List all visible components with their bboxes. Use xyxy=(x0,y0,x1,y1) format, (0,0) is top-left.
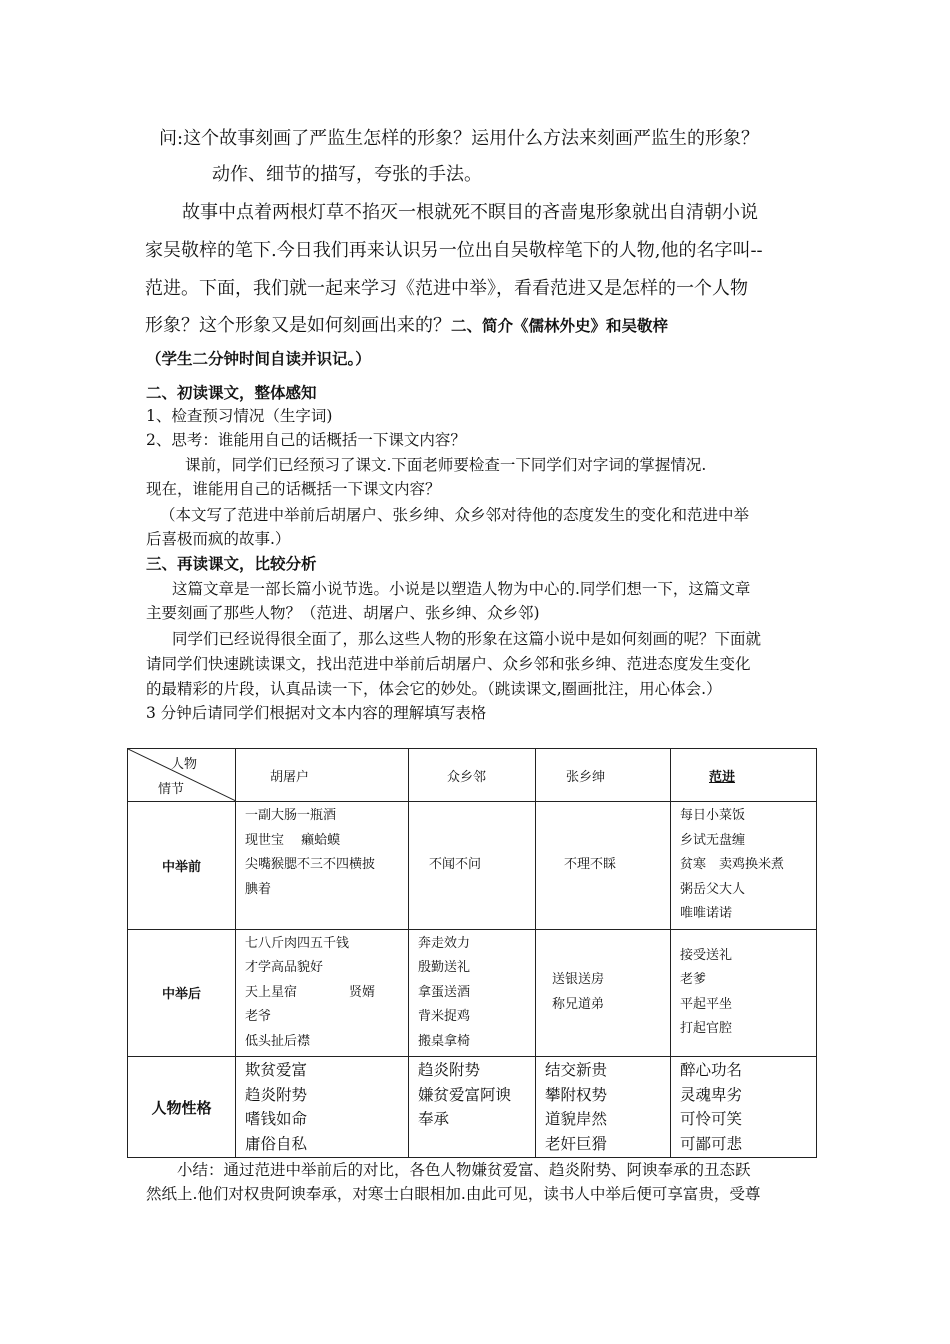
cell-line: 奉承 xyxy=(418,1110,450,1128)
cell-line: 攀附权势 xyxy=(545,1085,608,1104)
section-heading: 二、初读课文，整体感知 xyxy=(146,384,317,402)
cell-line: 欺贫爱富 xyxy=(245,1061,308,1079)
paragraph-line: 主要刻画了那些人物？（范进、胡屠户、张乡绅、众乡邻) xyxy=(146,604,540,622)
list-item: 1、检查预习情况（生字词) xyxy=(146,407,333,425)
cell-line: 拿蛋送酒 xyxy=(418,984,471,1000)
cell-line: 殷勤送礼 xyxy=(418,960,471,975)
cell-line: 老爷 xyxy=(245,1009,272,1024)
cell-line: 嫌贫爱富阿谀 xyxy=(418,1085,512,1104)
cell-line: 现世宝 癞蛤蟆 xyxy=(245,832,341,848)
cell-line: 送银送房 xyxy=(552,972,605,988)
cell-line: 唯唯诺诺 xyxy=(680,906,733,921)
table-cell xyxy=(236,1057,409,1158)
cell-line: 天上星宿 贤婿 xyxy=(245,984,376,1000)
table-cell xyxy=(536,1057,671,1158)
cell-line: 打起官腔 xyxy=(680,1021,733,1037)
table-header-row xyxy=(128,749,817,802)
column-header: 众乡邻 xyxy=(409,749,536,802)
section-heading: 二、简介《儒林外史》和吴敬梓 xyxy=(451,317,669,335)
cell-line: 尖嘴猴腮不三不四横披 xyxy=(245,857,376,872)
cell-line: 腆着 xyxy=(245,881,272,897)
cell-line: 趋炎附势 xyxy=(418,1061,481,1079)
cell-line: 一副大肠一瓶酒 xyxy=(245,808,337,823)
paragraph-text: 形象？这个形象又是如何刻画出来的？ xyxy=(145,315,451,336)
cell-line: 粥岳父大人 xyxy=(680,881,746,897)
table-cell xyxy=(671,929,817,1057)
paragraph-line: 请同学们快速跳读课文，找出范进中举前后胡屠户、众乡邻和张乡绅、范进态度发生变化 xyxy=(146,655,751,673)
cell-line: 搬桌拿椅 xyxy=(418,1033,471,1049)
cell-line: 每日小菜饭 xyxy=(680,808,746,823)
question-line: 问:这个故事刻画了严监生怎样的形象？运用什么方法来刻画严监生的形象？ xyxy=(159,128,760,149)
cell-line: 庸俗自私 xyxy=(245,1134,308,1153)
table-cell xyxy=(671,1057,817,1158)
table-cell xyxy=(236,802,409,930)
paragraph-line xyxy=(145,311,668,337)
table-cell xyxy=(671,802,817,930)
cell-line: 称兄道弟 xyxy=(552,996,605,1012)
cell-line: 乡试无盘缠 xyxy=(680,832,746,848)
table-cell xyxy=(409,802,536,930)
section-heading: 三、再读课文，比较分析 xyxy=(146,555,317,573)
summary-line: 小结：通过范进中举前后的对比，各色人物嫌贫爱富、趋炎附势、阿谀奉承的丑态跃 xyxy=(177,1161,751,1179)
column-header: 胡屠户 xyxy=(236,749,409,802)
paragraph-line: 故事中点着两根灯草不掐灭一根就死不瞑目的吝啬鬼形象就出自清朝小说 xyxy=(182,202,758,223)
table-cell xyxy=(536,929,671,1057)
cell-line: 平起平坐 xyxy=(680,996,733,1012)
cell-line: 低头扯后襟 xyxy=(245,1033,311,1049)
cell-line: 趋炎附势 xyxy=(245,1085,308,1104)
cell-line: 不理不睬 xyxy=(564,857,617,872)
cell-line: 道貌岸然 xyxy=(545,1110,608,1128)
table-cell xyxy=(536,802,671,930)
cell-line: 可怜可笑 xyxy=(680,1110,743,1128)
comparison-table xyxy=(127,748,817,1158)
cell-line: 灵魂卑劣 xyxy=(680,1085,743,1104)
list-item: 2、思考：谁能用自己的话概括一下课文内容？ xyxy=(146,431,466,449)
table-cell xyxy=(409,929,536,1057)
cell-line: 才学高品貌好 xyxy=(245,960,324,975)
paragraph-line: 范进。下面，我们就一起来学习《范进中举》，看看范进又是怎样的一个人物 xyxy=(145,278,748,299)
cell-line: 嗜钱如命 xyxy=(245,1110,308,1128)
answer-line: 动作、细节的描写，夸张的手法。 xyxy=(212,164,482,185)
corner-label-bottom: 情节 xyxy=(158,782,185,797)
summary-line: 然纸上.他们对权贵阿谀奉承，对寒士白眼相加.由此可见，读书人中举后便可享富贵，受尊 xyxy=(146,1185,761,1203)
instruction-note: （学生二分钟时间自读并识记。） xyxy=(146,350,371,368)
paragraph-line: 课前，同学们已经预习了课文.下面老师要检查一下同学们对字词的掌握情况. xyxy=(185,456,707,474)
table-row xyxy=(128,929,817,1057)
cell-line: 不闻不问 xyxy=(429,857,482,872)
paragraph-line: 后喜极而疯的故事.） xyxy=(146,530,291,548)
paragraph-line: 同学们已经说得很全面了，那么这些人物的形象在这篇小说中是如何刻画的呢？下面就 xyxy=(172,630,762,648)
cell-line: 可鄙可悲 xyxy=(680,1134,743,1153)
table-cell xyxy=(409,1057,536,1158)
cell-line: 老奸巨猾 xyxy=(545,1134,608,1153)
cell-line: 背米捉鸡 xyxy=(418,1009,471,1024)
cell-line: 七八斤肉四五千钱 xyxy=(245,935,350,951)
paragraph-line: 3 分钟后请同学们根据对文本内容的理解填写表格 xyxy=(146,704,487,722)
cell-line: 奔走效力 xyxy=(418,935,471,951)
paragraph-line: （本文写了范进中举前后胡屠户、张乡绅、众乡邻对待他的态度发生的变化和范进中举 xyxy=(160,506,750,524)
column-header: 范进 xyxy=(709,769,736,785)
column-header: 张乡绅 xyxy=(536,749,671,802)
row-label: 人物性格 xyxy=(128,1057,236,1158)
paragraph-line: 家吴敬梓的笔下.今日我们再来认识另一位出自吴敬梓笔下的人物,他的名字叫-- xyxy=(145,240,763,261)
paragraph-line: 的最精彩的片段，认真品读一下，体会它的妙处。（跳读课文,圈画批注，用心体会.） xyxy=(146,680,722,698)
cell-line: 接受送礼 xyxy=(680,947,733,963)
paragraph-line: 这篇文章是一部长篇小说节选。小说是以塑造人物为中心的.同学们想一下，这篇文章 xyxy=(172,580,751,598)
cell-line: 老爹 xyxy=(680,972,707,988)
table-row xyxy=(128,802,817,930)
row-label: 中举后 xyxy=(128,929,236,1057)
column-header-cell xyxy=(671,749,817,802)
row-label: 中举前 xyxy=(128,802,236,930)
cell-line: 醉心功名 xyxy=(680,1061,743,1079)
cell-line: 贫寒 卖鸡换米煮 xyxy=(680,857,785,872)
table-row xyxy=(128,1057,817,1158)
cell-line: 结交新贵 xyxy=(545,1061,608,1079)
table-cell xyxy=(236,929,409,1057)
corner-cell xyxy=(128,749,236,802)
paragraph-line: 现在，谁能用自己的话概括一下课文内容？ xyxy=(146,480,441,498)
corner-label-top: 人物 xyxy=(170,757,197,772)
